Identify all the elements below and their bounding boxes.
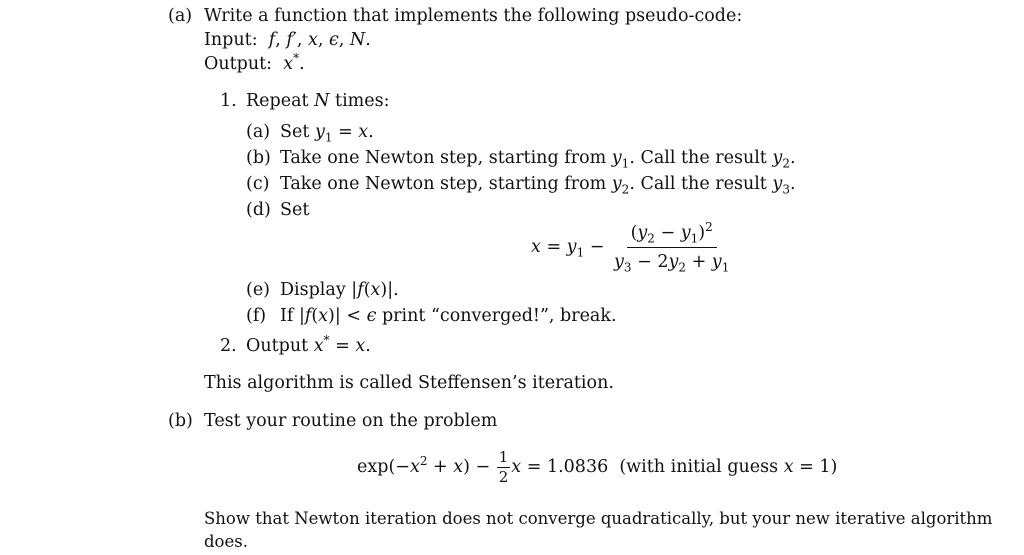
substep-d: (d) Set (246, 200, 310, 220)
substep-e: (e) Display |f(x)|. (246, 280, 399, 300)
conclusion-line-2: does. (204, 532, 248, 551)
substep-a: (a) Set $y_1 = x$. (246, 122, 374, 145)
steffensen-formula: $x = y_1$ − $\frac{(y_2 - y_1)^2}{y_3 - 2y_2 + y_1}$ (531, 221, 733, 274)
part-b-label: (b) (168, 411, 193, 431)
input-line: Input: f, f′, x, ϵ, N. (204, 30, 371, 50)
substep-c: (c) Take one Newton step, starting from $y_2$. Call the result $y_3$. (246, 174, 796, 197)
algorithm-summary: This algorithm is called Steffensen’s iteration. (204, 373, 614, 393)
step-1: 1. Repeat N times: (220, 91, 390, 111)
part-a-label: (a) (168, 6, 193, 26)
substep-b: (b) Take one Newton step, starting from $y_1$. Call the result $y_2$. (246, 148, 796, 171)
conclusion-line-1: Show that Newton iteration does not converge quadratically, but your new iterative algorithm (204, 509, 993, 528)
part-a-intro-line (168, 5, 742, 27)
part-b-intro-line (168, 410, 497, 432)
output-line: Output: x*. (204, 51, 305, 74)
part-a-intro: Write a function that implements the following pseudo-code: (204, 6, 743, 26)
part-b-intro: Test your routine on the problem (204, 411, 498, 431)
substep-f: (f) If |f(x)| < ϵ print “converged!”, break. (246, 306, 617, 326)
output-label: Output: (204, 54, 273, 74)
test-equation: $\exp(-x^2 + x)$ − $\frac{1}{2}$ x = 1.0836 (with initial guess x = 1) (357, 448, 838, 486)
step-2: 2. Output x* = x. (220, 333, 371, 356)
input-label: Input: (204, 30, 258, 50)
half-fraction: $\frac{1}{2}$ (498, 448, 509, 486)
formula-fraction: $\frac{(y_2 - y_1)^2}{y_3 - 2y_2 + y_1}$ (614, 220, 730, 275)
